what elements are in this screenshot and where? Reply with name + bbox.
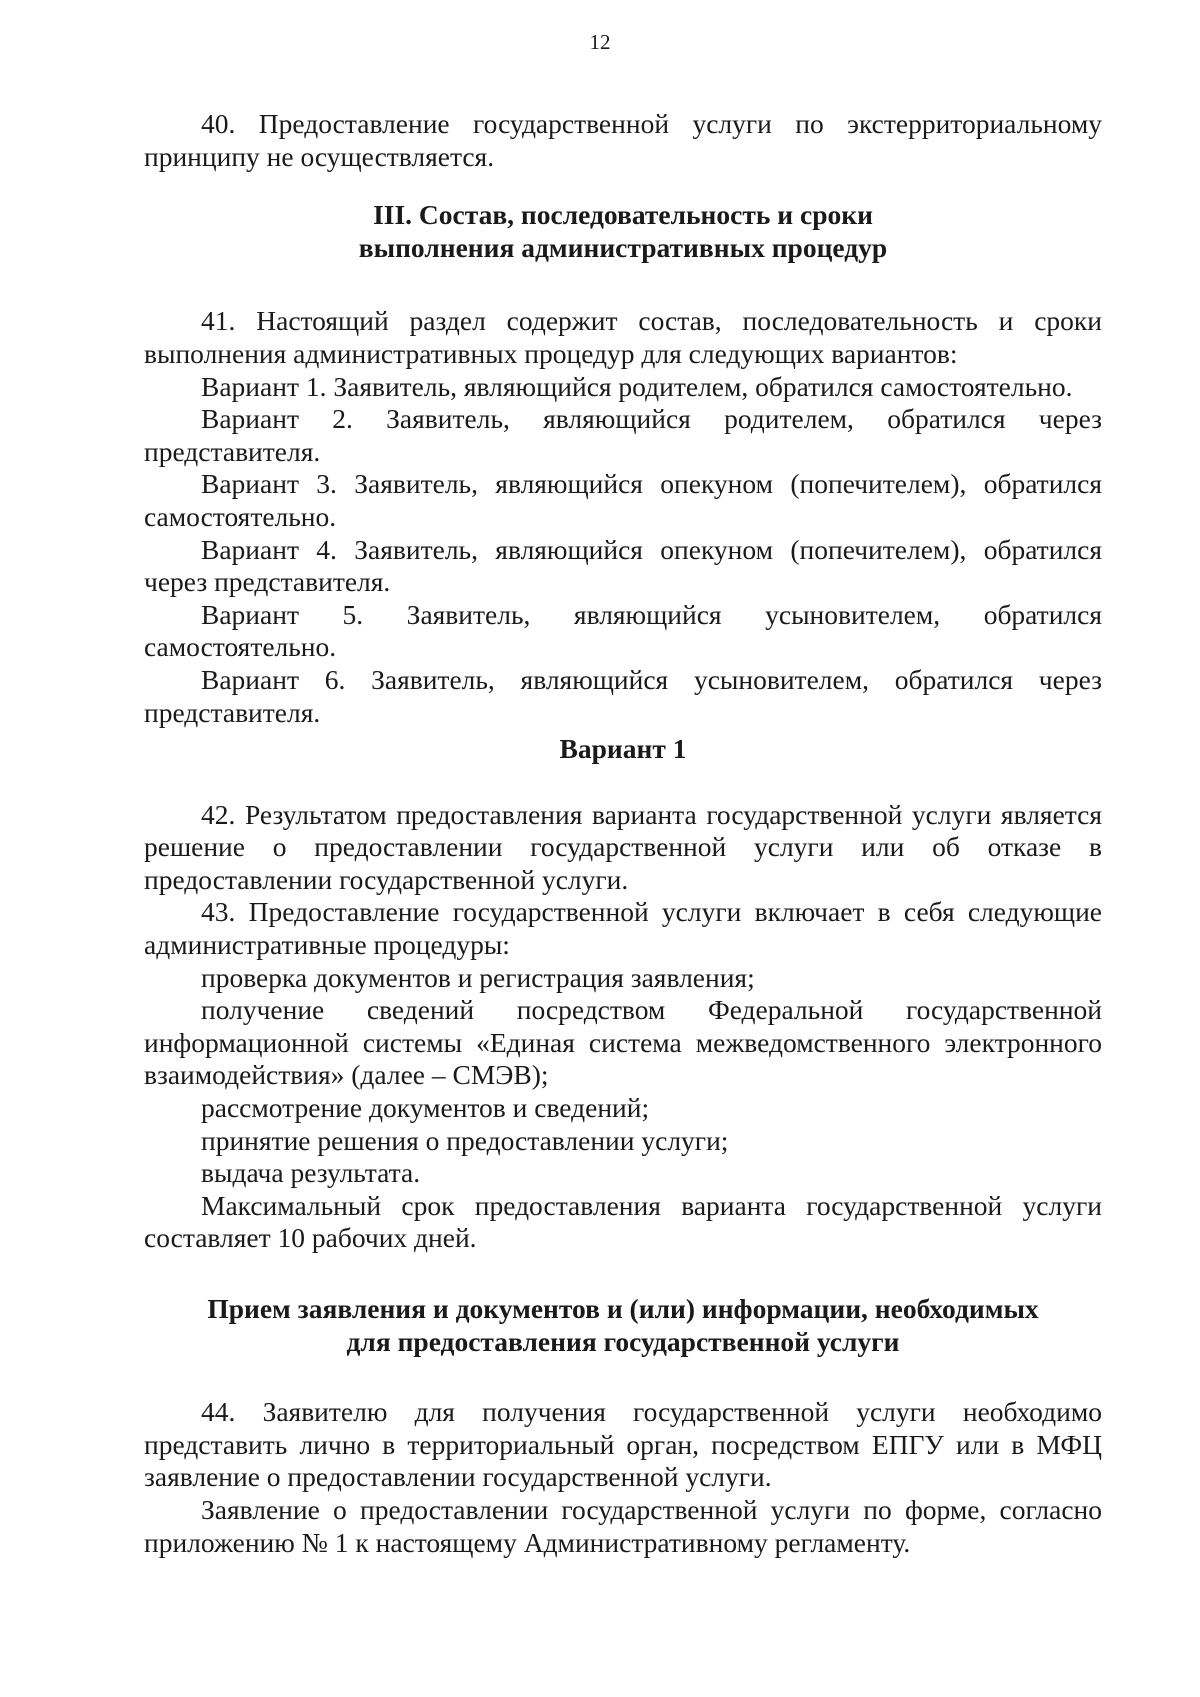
variant-item: Вариант 3. Заявитель, являющийся опекуном (попечителем), обратился самостоятельно. <box>144 468 1102 532</box>
paragraph-42: 42. Результатом предоставления варианта государственной услуги является решение о предоставлении государственной услуги или об отказе в предоставлении государственной услуги. <box>144 798 1102 895</box>
procedure-item: принятие решения о предоставлении услуги; <box>201 1124 729 1156</box>
page-number: 12 <box>589 30 611 54</box>
document-body <box>144 108 1102 1559</box>
variant-item: Вариант 1. Заявитель, являющийся родителем, обратился самостоятельно. <box>201 370 1073 402</box>
section-heading-text: III. Состав, последовательность и сроки выполнения административных процедур <box>358 199 888 263</box>
reception-heading <box>144 1293 1102 1358</box>
variant-item: Вариант 2. Заявитель, являющийся родителем, обратился через представителя. <box>144 403 1102 467</box>
section-heading <box>144 199 1102 264</box>
paragraph-43: 43. Предоставление государственной услуги включает в себя следующие административные процедуры: <box>144 896 1102 961</box>
variant-item: Вариант 4. Заявитель, являющийся опекуном (попечителем), обратился через представителя. <box>144 533 1102 598</box>
procedure-item: выдача результата. <box>201 1157 421 1189</box>
procedure-item: получение сведений посредством Федеральной государственной информационной системы «Единая система межведомственного электронного взаимодействия» (далее – СМЭВ); <box>144 994 1102 1091</box>
paragraph-44-continuation: Заявление о предоставлении государственной услуги по форме, согласно приложению № 1 к настоящему Административному регламенту. <box>144 1493 1102 1558</box>
max-term-paragraph: Максимальный срок предоставления варианта государственной услуги составляет 10 рабочих дней. <box>144 1189 1102 1254</box>
reception-heading-line2: для предоставления государственной услуги <box>346 1325 900 1357</box>
paragraph-40: 40. Предоставление государственной услуги по экстерриториальному принципу не осуществляется. <box>144 108 1102 172</box>
variant-1-heading: Вариант 1 <box>559 733 687 765</box>
paragraph-41: 41. Настоящий раздел содержит состав, последовательность и сроки выполнения административных процедур для следующих вариантов: <box>144 305 1102 369</box>
paragraph-44: 44. Заявителю для получения государственной услуги необходимо представить лично в территориальный орган, посредством ЕПГУ или в МФЦ заявление о предоставлении государственной услуги. <box>144 1396 1102 1493</box>
procedure-item: рассмотрение документов и сведений; <box>201 1092 650 1124</box>
procedure-item: проверка документов и регистрация заявления; <box>201 961 755 993</box>
variant-item: Вариант 6. Заявитель, являющийся усыновителем, обратился через представителя. <box>144 663 1102 728</box>
variant-item: Вариант 5. Заявитель, являющийся усыновителем, обратился самостоятельно. <box>144 598 1102 663</box>
reception-heading-line1: Прием заявления и документов и (или) информации, необходимых <box>207 1293 1039 1324</box>
